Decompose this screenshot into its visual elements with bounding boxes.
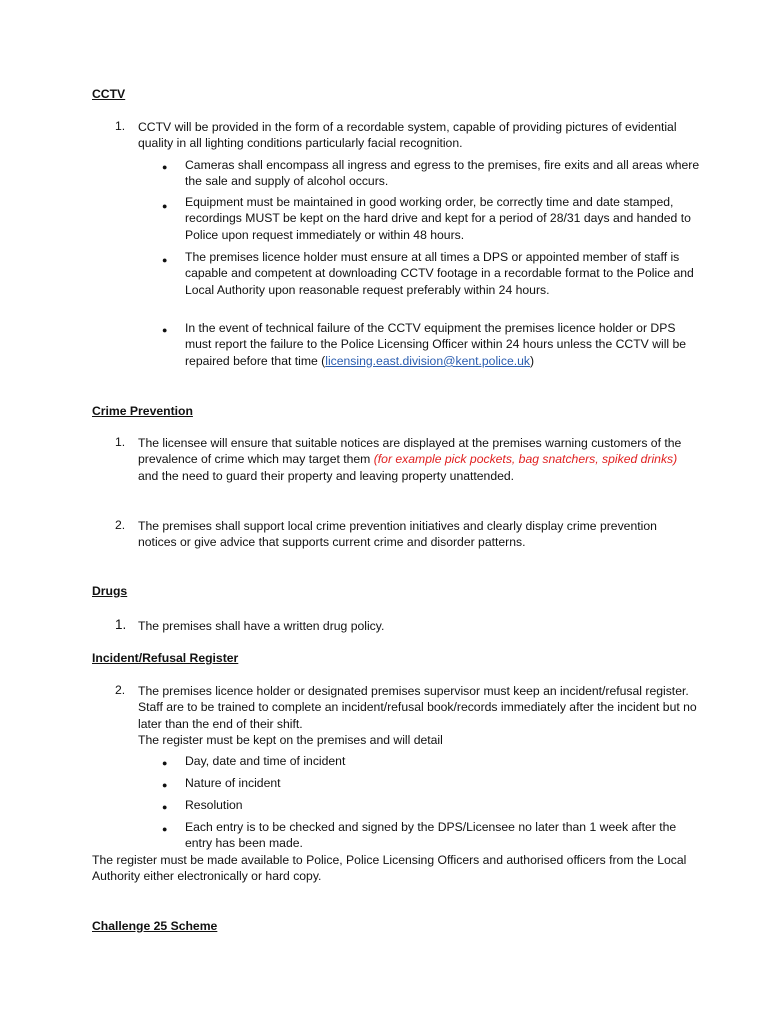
closing-paragraph: The register must be made available to Police, Police Licensing Officers and authorised officers from the Local Authority either electronically or hard copy. xyxy=(92,853,687,884)
bullet-text: Cameras shall encompass all ingress and egress to the premises, fire exits and all areas where the sale and supply of alcohol occurs. xyxy=(185,158,700,189)
bullet-text-failure xyxy=(185,320,705,369)
bullet-icon: ● xyxy=(162,824,168,834)
bullet-text-part: In the event of technical failure of the CCTV equipment the premises licence holder or DPS must report the failure to the Police Licensing Officer within 24 hours unless the CCTV will be repaired before that time ( xyxy=(185,321,687,368)
bullet-icon: ● xyxy=(162,780,168,790)
bullet-text: Each entry is to be checked and signed by the DPS/Licensee no later than 1 week after the entry has been made. xyxy=(185,820,677,851)
bullet-text: The premises licence holder must ensure at all times a DPS or appointed member of staff is capable and competent at downloading CCTV footage in a recordable format to the Police and Local Authority upon reasonable request preferably within 24 hours. xyxy=(185,250,694,297)
bullet-icon: ● xyxy=(162,162,168,172)
list-number: 2. xyxy=(115,683,126,697)
list-item-text: CCTV will be provided in the form of a recordable system, capable of providing pictures of evidential quality in all lighting conditions particularly facial recognition. xyxy=(138,120,677,151)
list-item-text: The premises shall support local crime prevention initiatives and clearly display crime prevention notices or give advice that supports current crime and disorder patterns. xyxy=(138,519,657,550)
text-part: and the need to guard their property and leaving property unattended. xyxy=(138,468,515,483)
list-number: 1. xyxy=(115,617,127,632)
list-number: 1. xyxy=(115,435,126,449)
list-item-text xyxy=(138,435,698,484)
bullet-text: Day, date and time of incident xyxy=(185,754,346,768)
bullet-icon: ● xyxy=(162,201,168,211)
list-item-text-continued: The register must be kept on the premises and will detail xyxy=(138,733,443,747)
list-number: 1. xyxy=(115,119,126,133)
bullet-icon: ● xyxy=(162,758,168,768)
text-part: The licensee will ensure that suitable notices are displayed at the premises warning customers of the prevalence of crime which may target them xyxy=(138,436,682,467)
list-number: 2. xyxy=(115,518,126,532)
bullet-icon: ● xyxy=(162,325,168,335)
red-italic-example: (for example pick pockets, bag snatchers, spiked drinks) xyxy=(373,452,678,467)
bullet-text: Nature of incident xyxy=(185,776,281,790)
bullet-text-part: ) xyxy=(530,353,535,368)
section-heading-drugs: Drugs xyxy=(92,584,128,598)
section-heading-challenge-25: Challenge 25 Scheme xyxy=(92,919,218,933)
list-item-text: The premises shall have a written drug policy. xyxy=(138,619,385,633)
bullet-text: Equipment must be maintained in good working order, be correctly time and date stamped, recordings MUST be kept on the hard drive and kept for a period of 28/31 days and handed to Police upon request immediately or within 48 hours. xyxy=(185,195,691,242)
section-heading-crime-prevention: Crime Prevention xyxy=(92,404,193,418)
list-item-text: The premises licence holder or designated premises supervisor must keep an incident/refusal register. Staff are to be trained to complete an incident/refusal book/records immediately after the incident but no later than the end of their shift. xyxy=(138,684,697,731)
section-heading-cctv: CCTV xyxy=(92,87,126,101)
bullet-icon: ● xyxy=(162,802,168,812)
email-link[interactable]: licensing.east.division@kent.police.uk xyxy=(325,353,531,368)
bullet-text: Resolution xyxy=(185,798,243,812)
section-heading-incident-register: Incident/Refusal Register xyxy=(92,651,239,665)
bullet-icon: ● xyxy=(162,255,168,265)
